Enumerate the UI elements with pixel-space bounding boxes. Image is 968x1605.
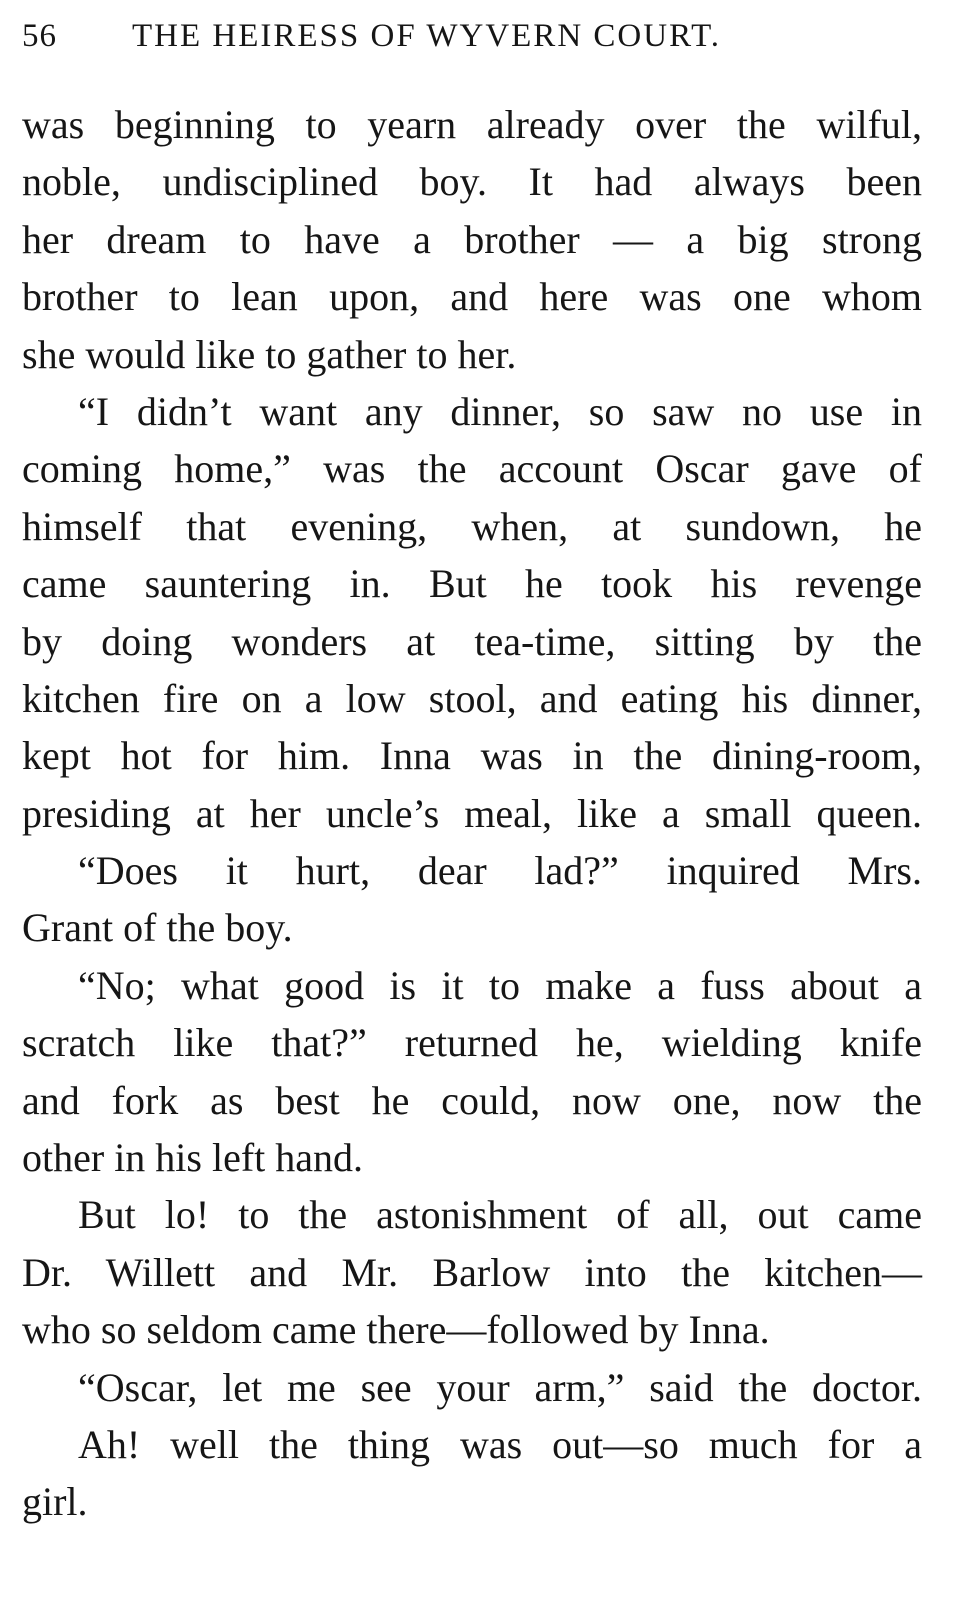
text-line: kept hot for him. Inna was in the dining-room, [22, 733, 922, 779]
text-line: who so seldom came there—followed by Inna. [22, 1307, 770, 1353]
text-line: “No; what good is it to make a fuss about a [78, 962, 922, 1008]
text-line: brother to lean upon, and here was one whom [22, 274, 922, 320]
text-line: and fork as best he could, now one, now the [22, 1077, 922, 1123]
text-line: Ah! well the thing was out—so much for a [78, 1421, 922, 1467]
text-line: “I didn’t want any dinner, so saw no use in [78, 388, 922, 434]
running-head [22, 14, 927, 58]
text-line: was beginning to yearn already over the wilful, [22, 102, 922, 147]
text-line: “Does it hurt, dear lad?” inquired Mrs. [78, 848, 922, 894]
running-title: THE HEIRESS OF WYVERN COURT. [132, 18, 722, 54]
text-line: her dream to have a brother — a big strong [22, 216, 922, 262]
text-line: coming home,” was the account Oscar gave of [22, 446, 922, 492]
text-line: by doing wonders at tea-time, sitting by the [22, 618, 922, 664]
page-number: 56 [22, 18, 57, 54]
body-text [22, 96, 922, 1531]
text-line: scratch like that?” returned he, wielding knife [22, 1020, 922, 1066]
text-line: presiding at her uncle’s meal, like a small queen. [22, 790, 922, 836]
text-line: But lo! to the astonishment of all, out came [78, 1192, 922, 1238]
text-line: girl. [22, 1479, 88, 1525]
text-line: she would like to gather to her. [22, 331, 517, 377]
text-line: Dr. Willett and Mr. Barlow into the kitchen— [22, 1249, 922, 1295]
text-line: “Oscar, let me see your arm,” said the doctor. [78, 1364, 922, 1410]
text-line: other in his left hand. [22, 1135, 364, 1181]
text-line: noble, undisciplined boy. It had always been [22, 159, 922, 205]
text-line: kitchen fire on a low stool, and eating his dinner, [22, 675, 922, 721]
text-line: came sauntering in. But he took his revenge [22, 561, 922, 607]
text-line: Grant of the boy. [22, 905, 293, 951]
text-line: himself that evening, when, at sundown, he [22, 503, 922, 549]
